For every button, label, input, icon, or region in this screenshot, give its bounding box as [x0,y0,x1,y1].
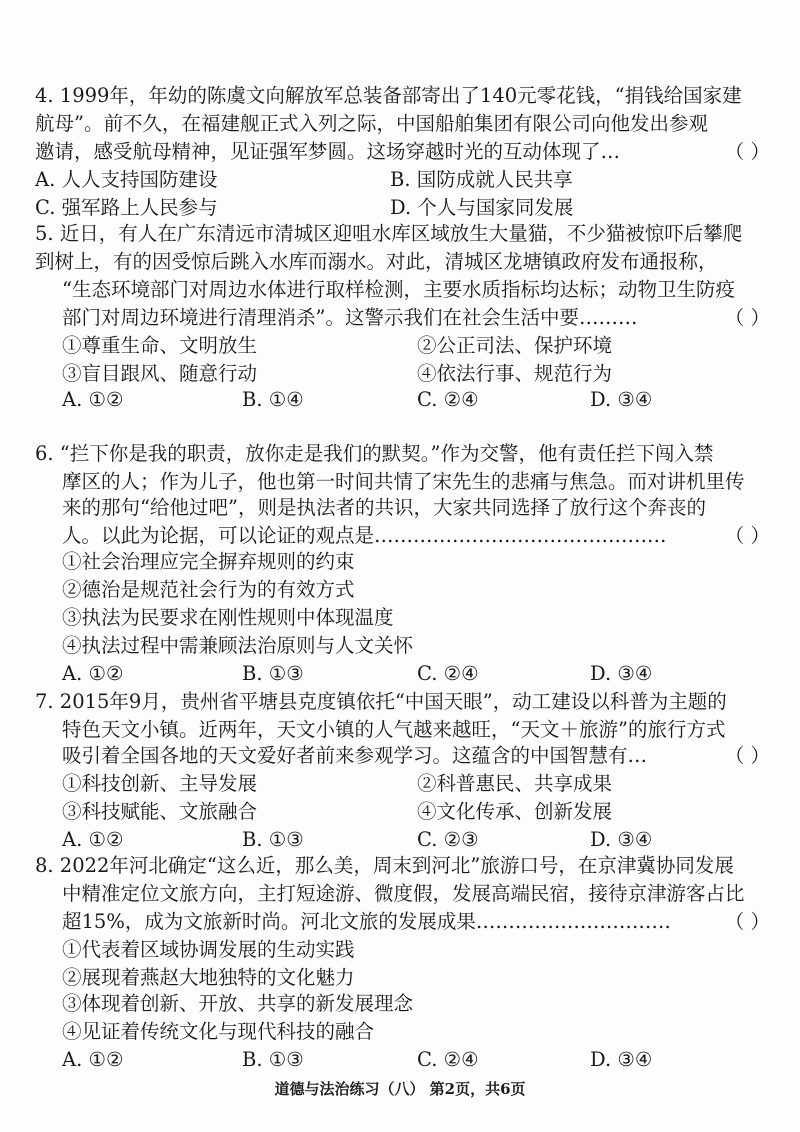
question-6-options [62,660,770,687]
option-d: D. ③④ [590,388,653,411]
option-d: D. ③④ [590,662,653,685]
question-8-line-1: 8. 2022年河北确定“这么近，那么美，周末到河北”旅游口号，在京津冀协同发展 [35,854,734,877]
question-8-stem-end: 超15%，成为文旅新时尚。河北文旅的发展成果………………………… [62,910,671,933]
option-b: B. ①③ [242,662,304,685]
question-4-line-3 [35,138,770,165]
option-a: A. 人人支持国防建设 [35,168,218,191]
option-b: B. ①③ [242,828,304,851]
question-8-item-2: ②展现着燕赵大地独特的文化魅力 [62,966,355,989]
question-4-options-row-1 [35,166,770,193]
question-8-options [62,1046,770,1073]
option-b: B. ①③ [242,1048,304,1071]
question-8-line-3 [62,908,770,935]
question-8-item-3: ③体现着创新、开放、共享的新发展理念 [62,992,414,1015]
question-5-items-row-2 [62,360,770,387]
question-5-items-row-1 [62,332,770,359]
question-4-line-1: 4. 1999年，年幼的陈虞文向解放军总装备部寄出了140元零花钱，“捐钱给国家建 [35,84,742,107]
option-d: D. ③④ [590,1048,653,1071]
option-c: C. ②④ [417,388,479,411]
question-8-item-4: ④见证着传统文化与现代科技的融合 [62,1020,375,1043]
answer-bracket: （ ） [724,910,770,933]
page-footer: 道德与法治练习（八） 第2页，共6页 [274,1080,526,1098]
option-a: A. ①② [62,828,124,851]
question-7-line-2: 特色天文小镇。近两年，天文小镇的人气越来越旺，“天文＋旅游”的旅行方式 [62,718,726,741]
question-6-item-1: ①社会治理应完全摒弃规则的约束 [62,550,355,573]
question-7-items-row-2 [62,798,770,825]
question-7-items-row-1 [62,770,770,797]
question-4-options-row-2 [35,194,770,221]
question-6-line-1: 6. “拦下你是我的职责，放你走是我们的默契。”作为交警，他有责任拦下闯入禁 [35,442,714,465]
item-3: ③盲目跟风、随意行动 [62,362,258,385]
question-6-line-3: 来的那句“给他过吧”，则是执法者的共识，大家共同选择了放行这个奔丧的 [62,496,706,519]
option-c: C. ②④ [417,662,479,685]
question-5-line-3: “生态环境部门对周边水体进行取样检测，主要水质指标均达标；动物卫生防疫 [62,278,735,301]
question-8-item-1: ①代表着区域协调发展的生动实践 [62,938,355,961]
answer-bracket: （ ） [724,306,770,329]
answer-bracket: （ ） [724,140,770,163]
option-b: B. ①④ [242,388,304,411]
question-6-stem-end: 人。以此为论据，可以论证的观点是……………………………………… [62,524,667,547]
question-5-stem-end: 部门对周边环境进行清理消杀”。这警示我们在社会生活中要……… [62,306,638,329]
question-4-line-2: 航母”。前不久，在福建舰正式入列之际，中国船舶集团有限公司向他发出参观 [35,112,708,135]
question-7-line-1: 7. 2015年9月，贵州省平塘县克度镇依托“中国天眼”，动工建设以科普为主题的 [35,690,727,713]
option-c: C. ②④ [417,1048,479,1071]
answer-bracket: （ ） [724,744,770,767]
question-8-line-2: 中精准定位文旅方向，主打短途游、微度假，发展高端民宿，接待京津游客占比 [62,882,745,905]
question-7-options [62,826,770,853]
question-7-line-3 [62,742,770,769]
question-5-line-2: 到树上，有的因受惊后跳入水库而溺水。对此，清城区龙塘镇政府发布通报称， [35,250,718,273]
item-2: ②公正司法、保护环境 [417,334,613,357]
item-4: ④依法行事、规范行为 [417,362,613,385]
option-a: A. ①② [62,662,124,685]
option-c: C. 强军路上人民参与 [35,196,218,219]
question-7-stem-end: 吸引着全国各地的天文爱好者前来参观学习。这蕴含的中国智慧有… [62,744,648,767]
item-3: ③科技赋能、文旅融合 [62,800,258,823]
question-6-item-2: ②德治是规范社会行为的有效方式 [62,578,355,601]
question-6-line-4 [62,522,770,549]
option-d: D. ③④ [590,828,653,851]
item-2: ②科普惠民、共享成果 [417,772,613,795]
option-b: B. 国防成就人民共享 [390,168,573,191]
item-4: ④文化传承、创新发展 [417,800,613,823]
question-5-options [62,386,770,413]
option-a: A. ①② [62,388,124,411]
question-6-line-2: 摩区的人；作为儿子，他也第一时间共情了宋先生的悲痛与焦急。而对讲机里传 [62,470,745,493]
option-d: D. 个人与国家同发展 [390,196,574,219]
question-6-item-3: ③执法为民要求在刚性规则中体现温度 [62,606,394,629]
question-5-line-1: 5. 近日，有人在广东清远市清城区迎咀水库区域放生大量猫，不少猫被惊吓后攀爬 [35,222,743,245]
item-1: ①尊重生命、文明放生 [62,334,258,357]
option-c: C. ②③ [417,828,479,851]
answer-bracket: （ ） [724,524,770,547]
question-5-line-4 [62,304,770,331]
item-1: ①科技创新、主导发展 [62,772,258,795]
question-4-stem-end: 邀请，感受航母精神，见证强军梦圆。这场穿越时光的互动体现了… [35,140,621,163]
question-6-item-4: ④执法过程中需兼顾法治原则与人文关怀 [62,634,414,657]
option-a: A. ①② [62,1048,124,1071]
